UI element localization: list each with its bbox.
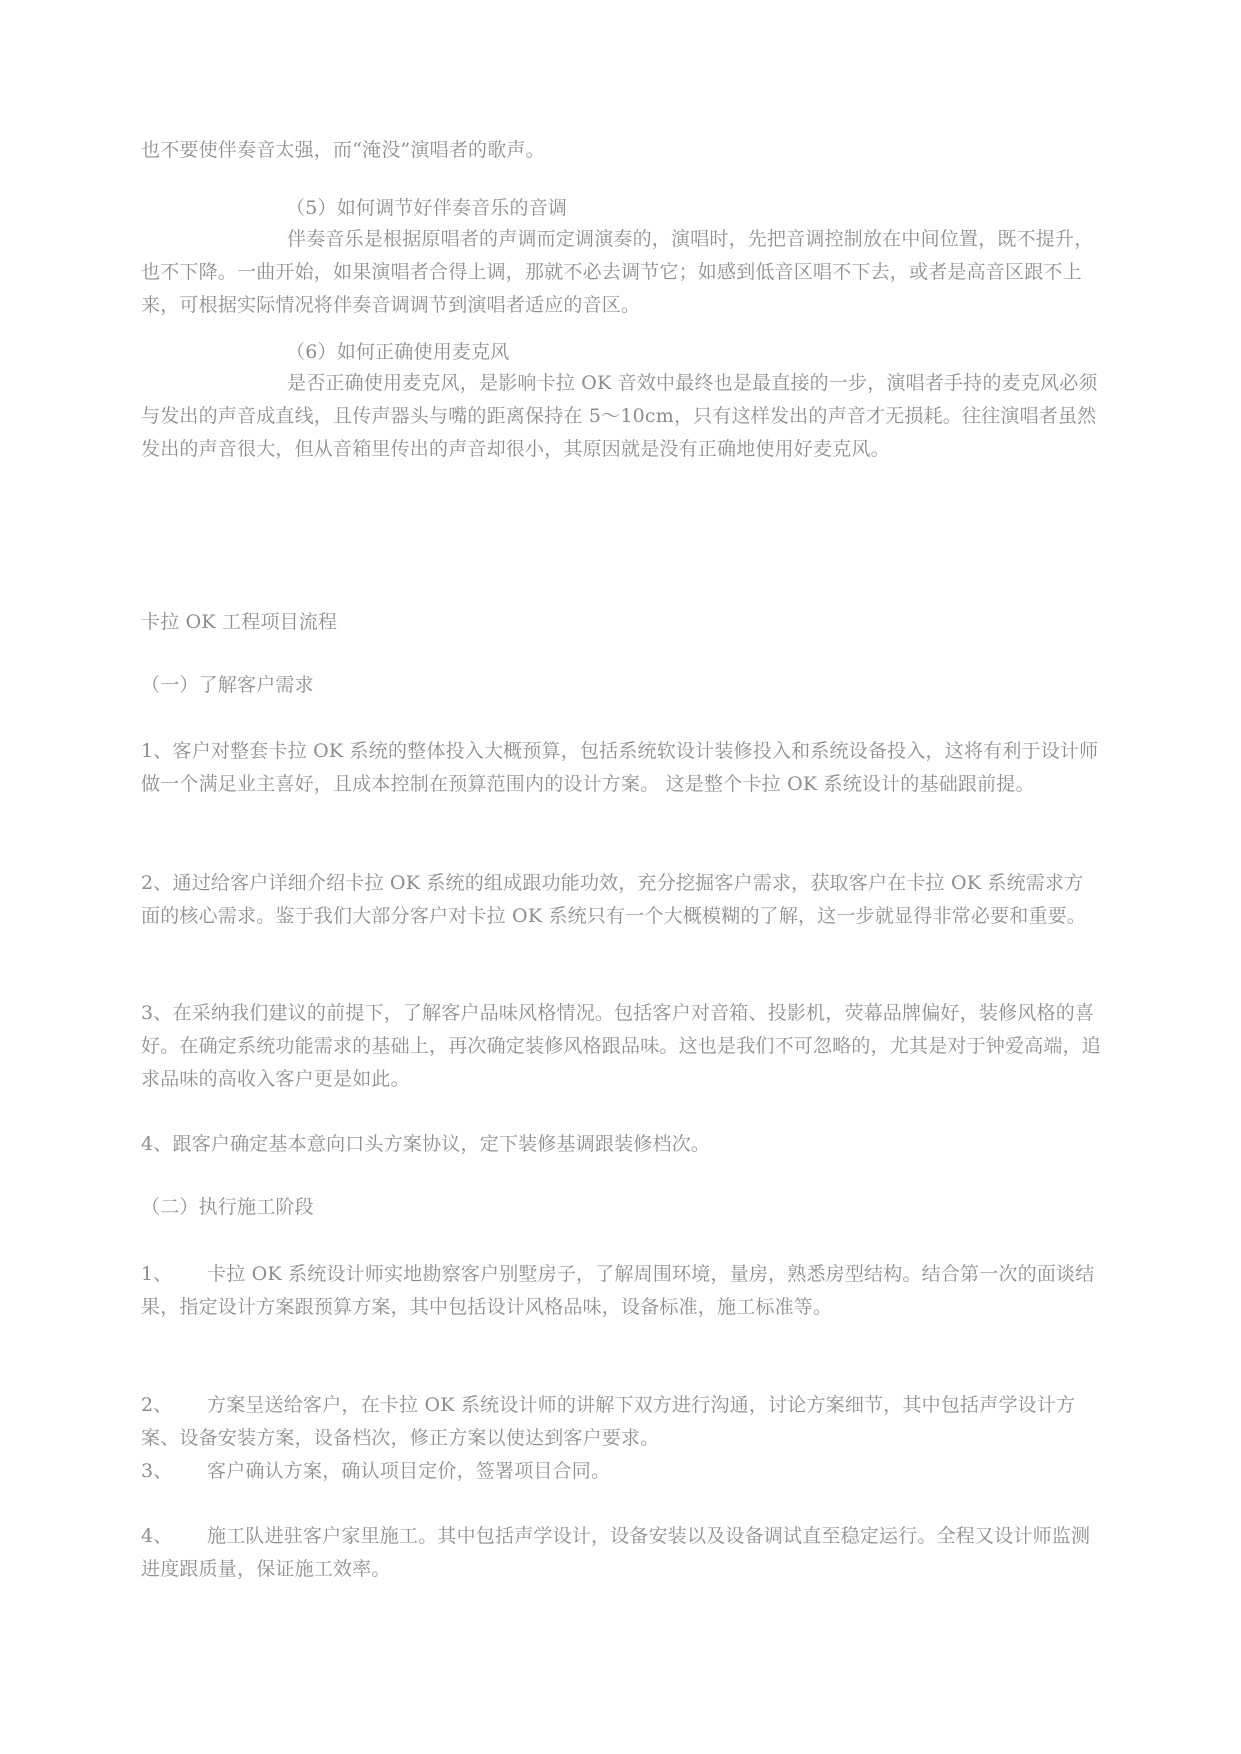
paragraph-6: 是否正确使用麦克风，是影响卡拉 OK 音效中最终也是最直接的一步，演唱者手持的麦克风必须与发出的声音成直线，且传声器头与嘴的距离保持在 5～10cm，只有这样发出的声音才无损耗。往往演唱者虽然发出的声音很大，但从音箱里传出的声音却很小，其原因就是没有正确地使用好麦克风。	[141, 372, 1098, 460]
list-text: 方案呈送给客户，在卡拉 OK 系统设计师的讲解下双方进行沟通，讨论方案细节，其中包括声学设计方案、设备安装方案，设备档次，修正方案以使达到客户要求。	[141, 1394, 1076, 1449]
list-text: 卡拉 OK 系统设计师实地勘察客户别墅房子，了解周围环境，量房，熟悉房型结构。结合第一次的面谈结果，指定设计方案跟预算方案，其中包括设计风格品味，设备标准，施工标准等。	[141, 1263, 1095, 1318]
list-number: 2、	[141, 1394, 173, 1416]
section-heading-1: （一）了解客户需求	[141, 674, 314, 696]
heading-5: （5）如何调节好伴奏音乐的音调	[286, 197, 568, 219]
list-item-2-4	[141, 1520, 1101, 1586]
list-number: 3、	[141, 1460, 173, 1482]
list-item-1-1: 1、客户对整套卡拉 OK 系统的整体投入大概预算，包括系统软设计装修投入和系统设备投入，这将有利于设计师做一个满足业主喜好，且成本控制在预算范围内的设计方案。 这是整个卡拉 OK 系统设计的基础跟前提。	[141, 740, 1099, 795]
list-item-2-1	[141, 1258, 1101, 1324]
paragraph-5: 伴奏音乐是根据原唱者的声调而定调演奏的，演唱时，先把音调控制放在中间位置，既不提升，也不下降。一曲开始，如果演唱者合得上调，那就不必去调节它；如感到低音区唱不下去，或者是高音区跟不上来，可根据实际情况将伴奏音调调节到演唱者适应的音区。	[141, 228, 1094, 316]
section-title: 卡拉 OK 工程项目流程	[141, 611, 338, 633]
list-text: 施工队进驻客户家里施工。其中包括声学设计，设备安装以及设备调试直至稳定运行。全程又设计师监测进度跟质量，保证施工效率。	[141, 1525, 1091, 1580]
list-item-1-2: 2、通过给客户详细介绍卡拉 OK 系统的组成跟功能功效，充分挖掘客户需求，获取客户在卡拉 OK 系统需求方面的核心需求。鉴于我们大部分客户对卡拉 OK 系统只有一个大概模糊的了解，这一步就显得非常必要和重要。	[141, 872, 1087, 927]
list-number: 1、	[141, 1263, 173, 1285]
list-item-2-2	[141, 1389, 1101, 1455]
list-text: 客户确认方案，确认项目定价，签署项目合同。	[207, 1460, 611, 1482]
section-heading-2: （二）执行施工阶段	[141, 1196, 314, 1218]
list-item-1-3: 3、在采纳我们建议的前提下，了解客户品味风格情况。包括客户对音箱、投影机，荧幕品牌偏好，装修风格的喜好。在确定系统功能需求的基础上，再次确定装修风格跟品味。这也是我们不可忽略的，尤其是对于钟爱高端，追求品味的高收入客户更是如此。	[141, 1002, 1102, 1090]
paragraph-top: 也不要使伴奏音太强，而“淹没”演唱者的歌声。	[141, 139, 545, 161]
list-item-1-4: 4、跟客户确定基本意向口头方案协议，定下装修基调跟装修档次。	[141, 1133, 711, 1155]
list-item-2-3	[141, 1455, 1101, 1488]
list-number: 4、	[141, 1525, 173, 1547]
heading-6: （6）如何正确使用麦克风	[286, 341, 510, 363]
